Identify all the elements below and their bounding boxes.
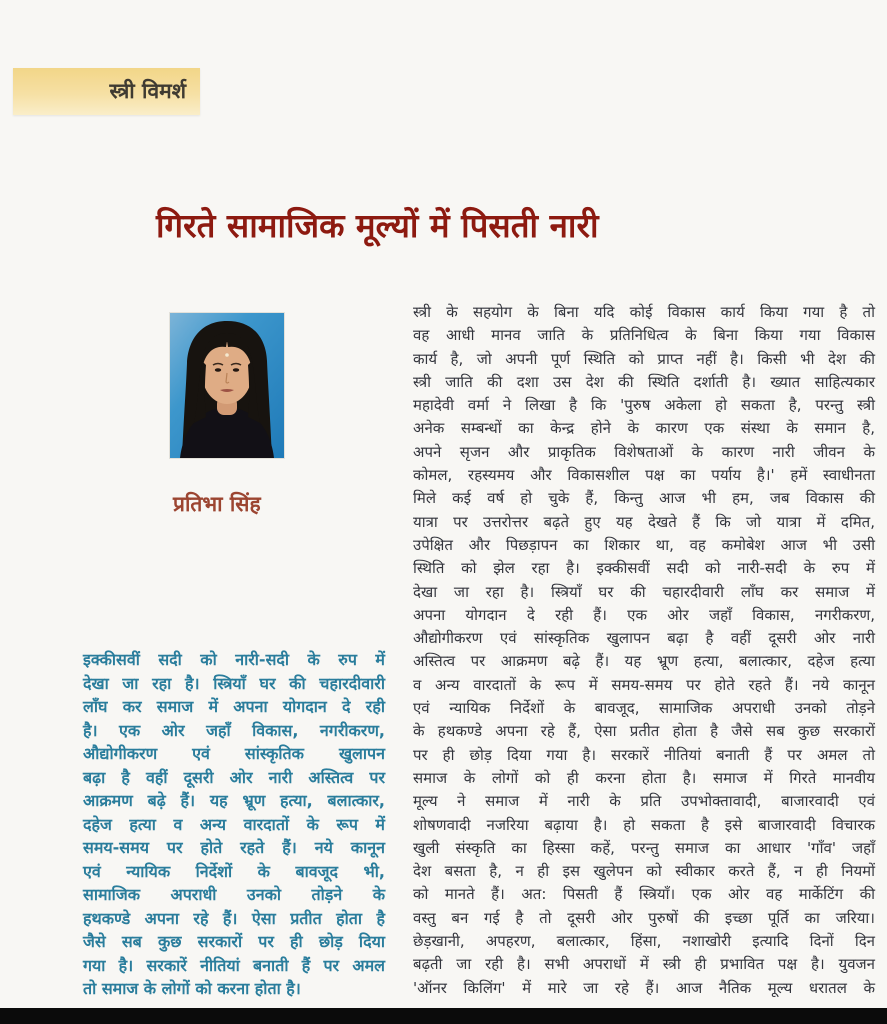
article-line: 'ऑनर किलिंग' में मारे जा रहे हैं। आज नैतिक मूल्य धरातल के bbox=[413, 978, 875, 997]
pull-quote-line: दहेज हत्या व अन्य वारदातों के रूप में bbox=[83, 814, 385, 834]
article-line: समाज के लोगों को ही करना होता है। समाज में गिरते मानवीय bbox=[413, 768, 875, 787]
eye-right bbox=[233, 368, 239, 371]
bindi bbox=[225, 353, 229, 357]
article-line: खुली संस्कृति का हिस्सा कहें, परन्तु समाज का आधार 'गाँव' जहाँ bbox=[413, 838, 875, 857]
article-line: स्त्री जाति की दशा उस देश की स्थिति दर्शाती है। ख्यात साहित्यकार bbox=[413, 372, 875, 391]
article-line: बढ़ती जा रही है। सभी अपराधों में स्त्री ही प्रभावित पक्ष है। युवजन bbox=[413, 955, 875, 974]
article-line: पर ही छोड़ दिया गया है। सरकारें नीतियां बनाती हैं पर अमल तो bbox=[413, 745, 875, 764]
pull-quote-line: आक्रमण बढ़े हैं। यह भ्रूण हत्या, बलात्कार, bbox=[83, 791, 385, 810]
article-line: अपना योगदान दे रही हैं। एक ओर जहाँ विकास, नगरीकरण, bbox=[413, 605, 875, 624]
article-line: यात्रा पर उत्तरोत्तर बढ़ते हुए यह देखते हैं कि जो यात्रा में दमित, bbox=[413, 512, 875, 531]
article-line: स्त्री के सहयोग के बिना यदि कोई विकास कार्य किया गया है तो bbox=[413, 303, 875, 321]
pull-quote-line: इक्कीसवीं सदी को नारी-सदी के रुप में bbox=[83, 650, 385, 669]
pull-quote-line: बढ़ा है वहीं दूसरी ओर नारी अस्तित्व पर bbox=[83, 767, 385, 787]
article-line: एवं न्यायिक निर्देशों के बावजूद, सामाजिक अपराधी उनको तोड़ने bbox=[413, 699, 875, 718]
bottom-scan-bar bbox=[0, 1008, 887, 1024]
article-line: स्थिति को झेल रहा है। इक्कीसवीं सदी को नारी-सदी के रुप में bbox=[413, 559, 875, 578]
article-line: उपेक्षित और पिछड़ापन का शिकार था, वह कमोबेश आज भी उसी bbox=[413, 535, 875, 554]
author-name: प्रतिभा सिंह bbox=[173, 492, 261, 516]
article-line: औद्योगीकरण एवं सांस्कृतिक खुलापन बढ़ा है वहीं दूसरी ओर नारी bbox=[413, 629, 875, 648]
pull-quote-line: देखा जा रहा है। स्त्रियाँ घर की चहारदीवारी bbox=[83, 673, 385, 693]
article-line: वस्तु बन गई है तो दूसरी ओर पुरुषों की इच्छा पूर्ति का जरिया। bbox=[413, 908, 875, 927]
pull-quote-line: हथकण्डे अपना रहे हैं। ऐसा प्रतीत होता है bbox=[83, 908, 385, 928]
article-line: के हथकण्डे अपना रहे हैं, ऐसा प्रतीत होता है जैसे सब कुछ सरकारों bbox=[413, 722, 875, 741]
article-line: शोषणवादी नजरिया बढ़ाया है। हो सकता है इसे बाजारवादी विचारक bbox=[413, 815, 875, 834]
section-banner bbox=[13, 68, 200, 115]
author-portrait-illustration bbox=[170, 313, 284, 458]
author-photo bbox=[170, 313, 284, 458]
pull-quote-line: एवं न्यायिक निर्देशों के बावजूद भी, bbox=[83, 861, 385, 881]
article-line: अनेक सम्बन्धों का केन्द्र होने के कारण एक संस्था के समान है, bbox=[413, 419, 875, 438]
article-line: महादेवी वर्मा ने लिखा है कि 'पुरुष अकेला हो सकता है, परन्तु स्त्री bbox=[413, 396, 875, 415]
eye-left bbox=[215, 368, 221, 371]
pull-quote-line: तो समाज के लोगों को करना होता है। bbox=[83, 979, 301, 998]
pull-quote-line: है। एक ओर जहाँ विकास, नगरीकरण, bbox=[83, 720, 385, 740]
article-line: मूल्य ने समाज में नारी के प्रति उपभोक्तावादी, बाजारवादी एवं bbox=[413, 792, 875, 811]
article-line: अस्तित्व पर आक्रमण बढ़े हैं। यह भ्रूण हत्या, बलात्कार, दहेज हत्या bbox=[413, 652, 875, 671]
pull-quote bbox=[83, 648, 385, 1001]
article-line: मिले कई वर्ष हो चुके हैं, किन्तु आज भी हम, जब विकास की bbox=[413, 489, 875, 508]
pull-quote-line: लाँघ कर समाज में अपना योगदान दे रही bbox=[83, 697, 385, 716]
pull-quote-line: औद्योगीकरण एवं सांस्कृतिक खुलापन bbox=[83, 744, 385, 763]
article-line: व अन्य वारदातों के रूप में समय-समय पर होते रहते हैं। नये कानून bbox=[413, 675, 875, 694]
article-line: कोमल, रहस्यमय और विकासशील पक्ष का पर्याय है।' हमें स्वाधीनता bbox=[413, 466, 875, 485]
article-line: वह आधी मानव जाति के प्रतिनिधित्व के बिना किया गया विकास bbox=[413, 326, 875, 345]
article-title: गिरते सामाजिक मूल्यों में पिसती नारी bbox=[156, 206, 599, 245]
article-line: अपने सृजन और प्राकृतिक विशेषताओं के कारण नारी जीवन के bbox=[413, 442, 875, 461]
pull-quote-line: समय-समय पर होते रहते हैं। नये कानून bbox=[83, 838, 385, 857]
article-line: कार्य है, जो अपनी पूर्ण स्थिति को प्राप्त नहीं है। किसी भी देश की bbox=[413, 349, 875, 368]
pull-quote-line: सामाजिक अपराधी उनको तोड़ने के bbox=[83, 885, 385, 904]
article-line: छेड़खानी, अपहरण, बलात्कार, हिंसा, नशाखोरी इत्यादि दिनों दिन bbox=[413, 932, 875, 951]
section-label: स्त्री विमर्श bbox=[109, 79, 186, 103]
article-line: को मानते हैं। अत: पिसती हैं स्त्रियाँ। एक ओर वह मार्केटिंग की bbox=[413, 885, 875, 904]
pull-quote-line: जैसे सब कुछ सरकारों पर ही छोड़ दिया bbox=[83, 932, 385, 951]
pull-quote-line: गया है। सरकारें नीतियां बनाती हैं पर अमल bbox=[83, 955, 385, 975]
article-body bbox=[413, 301, 875, 1000]
article-line: देश बसता है, न ही इस खुलेपन को स्वीकार करते हैं, न ही नियमों bbox=[413, 862, 875, 881]
article-line: देखा जा रहा है। स्त्रियाँ घर की चहारदीवारी लाँघ कर समाज में bbox=[413, 582, 875, 601]
